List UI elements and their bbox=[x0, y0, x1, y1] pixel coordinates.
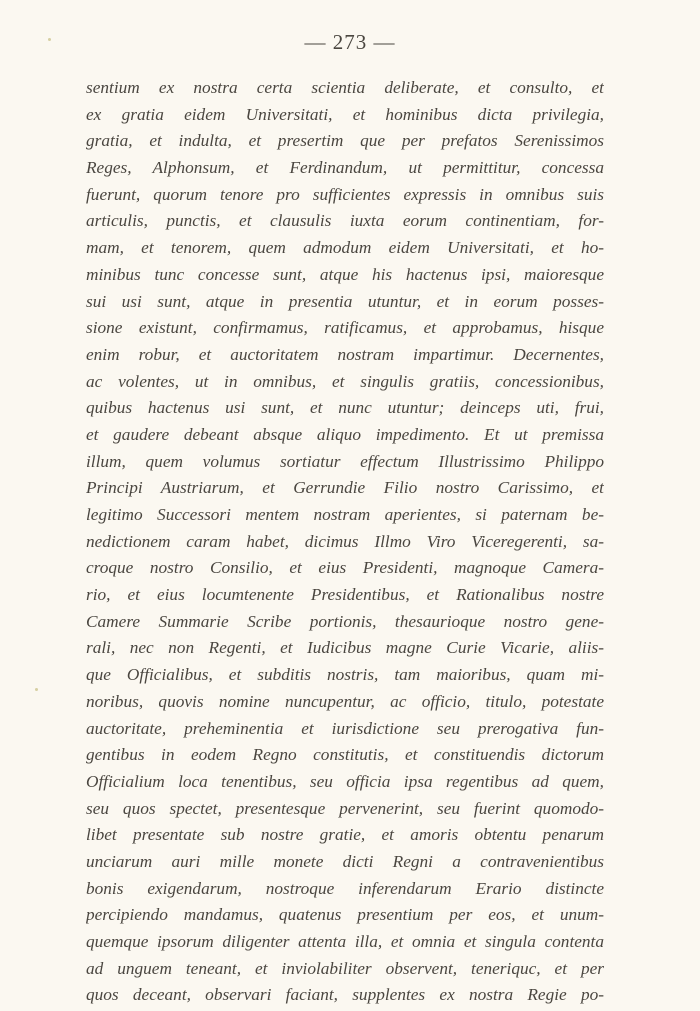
text-line: rio, et eius locumtenente Presidentibus, et Rationalibus nostre bbox=[86, 585, 604, 605]
text-line: quos deceant, observari faciant, supplentes ex nostra Regie po- bbox=[86, 985, 604, 1005]
text-line: Principi Austriarum, et Gerrundie Filio nostro Carissimo, et bbox=[86, 478, 604, 498]
text-line: Officialium loca tenentibus, seu officia ipsa regentibus ad quem, bbox=[86, 771, 604, 791]
text-line: mam, et tenorem, quem admodum eidem Universitati, et ho- bbox=[86, 238, 604, 258]
text-line: sui usi sunt, atque in presentia utuntur, et in eorum posses- bbox=[86, 291, 604, 311]
text-line: ac volentes, ut in omnibus, et singulis gratiis, concessionibus, bbox=[86, 371, 604, 391]
text-line: articulis, punctis, et clausulis iuxta eorum continentiam, for- bbox=[86, 211, 604, 231]
text-line: gratia, et indulta, et presertim que per prefatos Serenissimos bbox=[86, 131, 604, 151]
text-line: unciarum auri mille monete dicti Regni a contravenientibus bbox=[86, 851, 604, 871]
text-line: libet presentate sub nostre gratie, et amoris obtentu penarum bbox=[86, 825, 604, 845]
text-line: nedictionem caram habet, dicimus Illmo Viro Viceregerenti, sa- bbox=[86, 531, 604, 551]
text-line: que Officialibus, et subditis nostris, tam maioribus, quam mi- bbox=[86, 665, 604, 685]
text-line: bonis exigendarum, nostroque inferendarum Erario distincte bbox=[86, 878, 604, 898]
text-line: ex gratia eidem Universitati, et hominibus dicta privilegia, bbox=[86, 104, 604, 124]
text-line: croque nostro Consilio, et eius Presidenti, magnoque Camera- bbox=[86, 558, 604, 578]
text-line: sione existunt, confirmamus, ratificamus, et approbamus, hisque bbox=[86, 318, 604, 338]
body-text bbox=[86, 75, 604, 1009]
text-line: auctoritate, preheminentia et iurisdictione seu prerogativa fun- bbox=[86, 718, 604, 738]
text-line: legitimo Successori mentem nostram aperientes, si paternam be- bbox=[86, 505, 604, 524]
text-line: seu quos spectet, presentesque pervenerint, seu fuerint quomodo- bbox=[86, 798, 604, 818]
text-line: Camere Summarie Scribe portionis, thesaurioque nostro gene- bbox=[86, 611, 604, 631]
text-line: minibus tunc concesse sunt, atque his hactenus ipsi, maioresque bbox=[86, 264, 604, 284]
text-line: gentibus in eodem Regno constitutis, et constituendis dictorum bbox=[86, 745, 604, 765]
text-line: Reges, Alphonsum, et Ferdinandum, ut permittitur, concessa bbox=[86, 158, 604, 178]
text-line: rali, nec non Regenti, et Iudicibus magne Curie Vicarie, aliis- bbox=[86, 638, 604, 658]
text-line: quemque ipsorum diligenter attenta illa, et omnia et singula contenta bbox=[86, 932, 604, 951]
page-number: — 273 — bbox=[304, 30, 396, 54]
text-line: fuerunt, quorum tenore pro sufficientes expressis in omnibus suis bbox=[86, 184, 604, 204]
text-line: illum, quem volumus sortiatur effectum Illustrissimo Philippo bbox=[86, 451, 604, 471]
text-line: et gaudere debeant absque aliquo impedimento. Et ut premissa bbox=[86, 424, 604, 444]
text-line: ad unguem teneant, et inviolabiliter observent, teneriquc, et per bbox=[86, 958, 604, 978]
text-line: enim robur, et auctoritatem nostram impartimur. Decernentes, bbox=[86, 344, 604, 364]
text-line: sentium ex nostra certa scientia deliberate, et consulto, et bbox=[86, 78, 604, 97]
text-line: quibus hactenus usi sunt, et nunc utuntur; deinceps uti, frui, bbox=[86, 398, 604, 418]
text-line: noribus, quovis nomine nuncupentur, ac officio, titulo, potestate bbox=[86, 691, 604, 711]
paper-speck bbox=[35, 688, 38, 691]
text-line: percipiendo mandamus, quatenus presentium per eos, et unum- bbox=[86, 905, 604, 925]
